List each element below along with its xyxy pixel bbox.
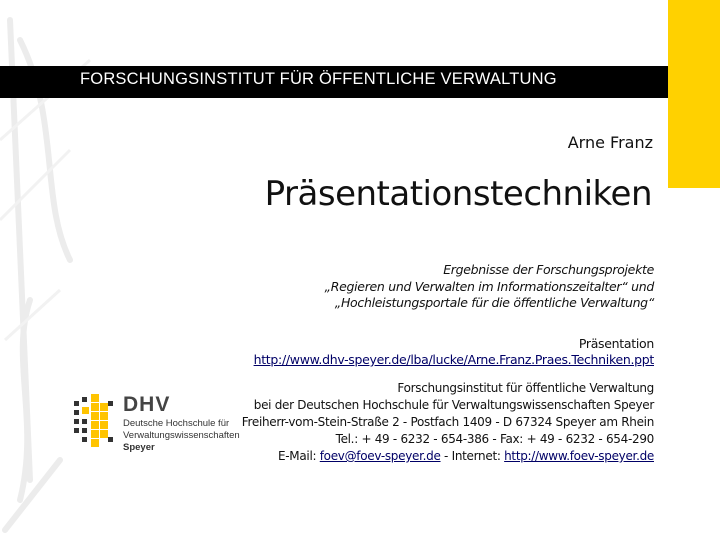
results-line-2: „Regieren und Verwalten im Informationszeitalter“ und bbox=[324, 278, 654, 294]
dhv-logo bbox=[72, 392, 242, 452]
logo-abbreviation: DHV bbox=[123, 393, 171, 416]
dhv-logo-icon bbox=[72, 392, 120, 452]
institute-header: FORSCHUNGSINSTITUT FÜR ÖFFENTLICHE VERWALTUNG bbox=[80, 70, 557, 88]
results-line-3: „Hochleistungsportale für die öffentliche Verwaltung“ bbox=[334, 295, 654, 310]
research-projects-text bbox=[325, 262, 654, 312]
logo-line-2: Verwaltungswissenschaften bbox=[123, 430, 240, 441]
internet-link[interactable]: http://www.foev-speyer.de bbox=[504, 449, 654, 463]
email-label: E-Mail: bbox=[278, 449, 320, 463]
contact-block bbox=[242, 380, 654, 465]
logo-line-3: Speyer bbox=[123, 442, 155, 453]
accent-yellow-bar bbox=[668, 0, 720, 188]
presentation-label: Präsentation bbox=[578, 336, 654, 351]
internet-label: - Internet: bbox=[440, 449, 505, 463]
contact-line-1: Forschungsinstitut für öffentliche Verwaltung bbox=[397, 381, 654, 395]
presentation-link[interactable]: http://www.dhv-speyer.de/lba/lucke/Arne.Franz.Praes.Techniken.ppt bbox=[253, 352, 654, 367]
logo-line-1: Deutsche Hochschule für bbox=[123, 418, 230, 429]
contact-line-4: Tel.: + 49 - 6232 - 654-386 - Fax: + 49 - 6232 - 654-290 bbox=[335, 432, 654, 446]
contact-line-5 bbox=[242, 448, 654, 465]
page-title: Präsentationstechniken bbox=[264, 174, 652, 214]
presentation-block bbox=[254, 336, 654, 368]
email-link[interactable]: foev@foev-speyer.de bbox=[319, 449, 441, 463]
author-name: Arne Franz bbox=[567, 133, 653, 152]
contact-line-2: bei der Deutschen Hochschule für Verwaltungswissenschaften Speyer bbox=[253, 398, 654, 412]
results-line-1: Ergebnisse der Forschungsprojekte bbox=[443, 262, 654, 277]
contact-line-3: Freiherr-vom-Stein-Straße 2 - Postfach 1409 - D 67324 Speyer am Rhein bbox=[241, 415, 654, 429]
